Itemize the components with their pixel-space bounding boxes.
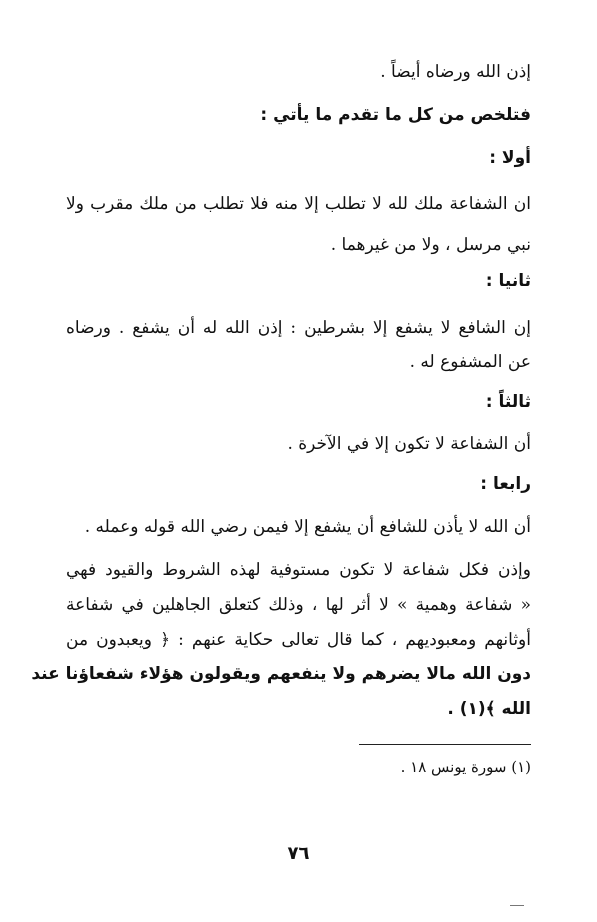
text-line-10: أن الشفاعة لا تكون إلا في الآخرة .	[287, 434, 531, 454]
text-line-12: أن الله لا يأذن للشافع أن يشفع إلا فيمن رضي الله قوله وعمله .	[84, 517, 531, 537]
page-number: ٧٦	[287, 843, 310, 864]
point-heading-fourth: رابعا :	[480, 474, 531, 494]
footnote: (١) سورة يونس ١٨ .	[400, 758, 531, 776]
text-line-7: إن الشافع لا يشفع إلا بشرطين : إذن الله له أن يشفع . ورضاه	[66, 318, 531, 338]
scan-corner-mark	[510, 905, 524, 920]
text-line-13: وإذن فكل شفاعة لا تكون مستوفية لهذه الشروط والقيود فهي	[66, 560, 531, 580]
text-line-14: « شفاعة وهمية » لا أثر لها ، وذلك كتعلق الجاهلين في شفاعة	[66, 595, 531, 615]
point-heading-first: أولا :	[489, 148, 531, 168]
footnote-divider	[359, 744, 531, 745]
text-line-5: نبي مرسل ، ولا من غيرهما .	[330, 235, 531, 255]
quran-quote-end: الله ﴾(١) .	[447, 699, 531, 719]
text-line-15: أوثانهم ومعبوديهم ، كما قال تعالى حكاية عنهم : ﴿ ويعبدون من	[66, 630, 531, 650]
point-heading-third: ثالثاً :	[485, 392, 531, 412]
text-line-1: إذن الله ورضاه أيضاً .	[380, 62, 531, 82]
text-line-8: عن المشفوع له .	[409, 352, 531, 372]
summary-heading: فتلخص من كل ما تقدم ما يأتي :	[260, 105, 531, 125]
point-heading-second: ثانيا :	[485, 271, 531, 291]
text-line-4: ان الشفاعة ملك لله لا تطلب إلا منه فلا تطلب من ملك مقرب ولا	[66, 194, 531, 214]
quran-quote-line: دون الله مالا يضرهم ولا ينفعهم ويقولون هؤلاء شفعاؤنا عند	[31, 664, 531, 684]
